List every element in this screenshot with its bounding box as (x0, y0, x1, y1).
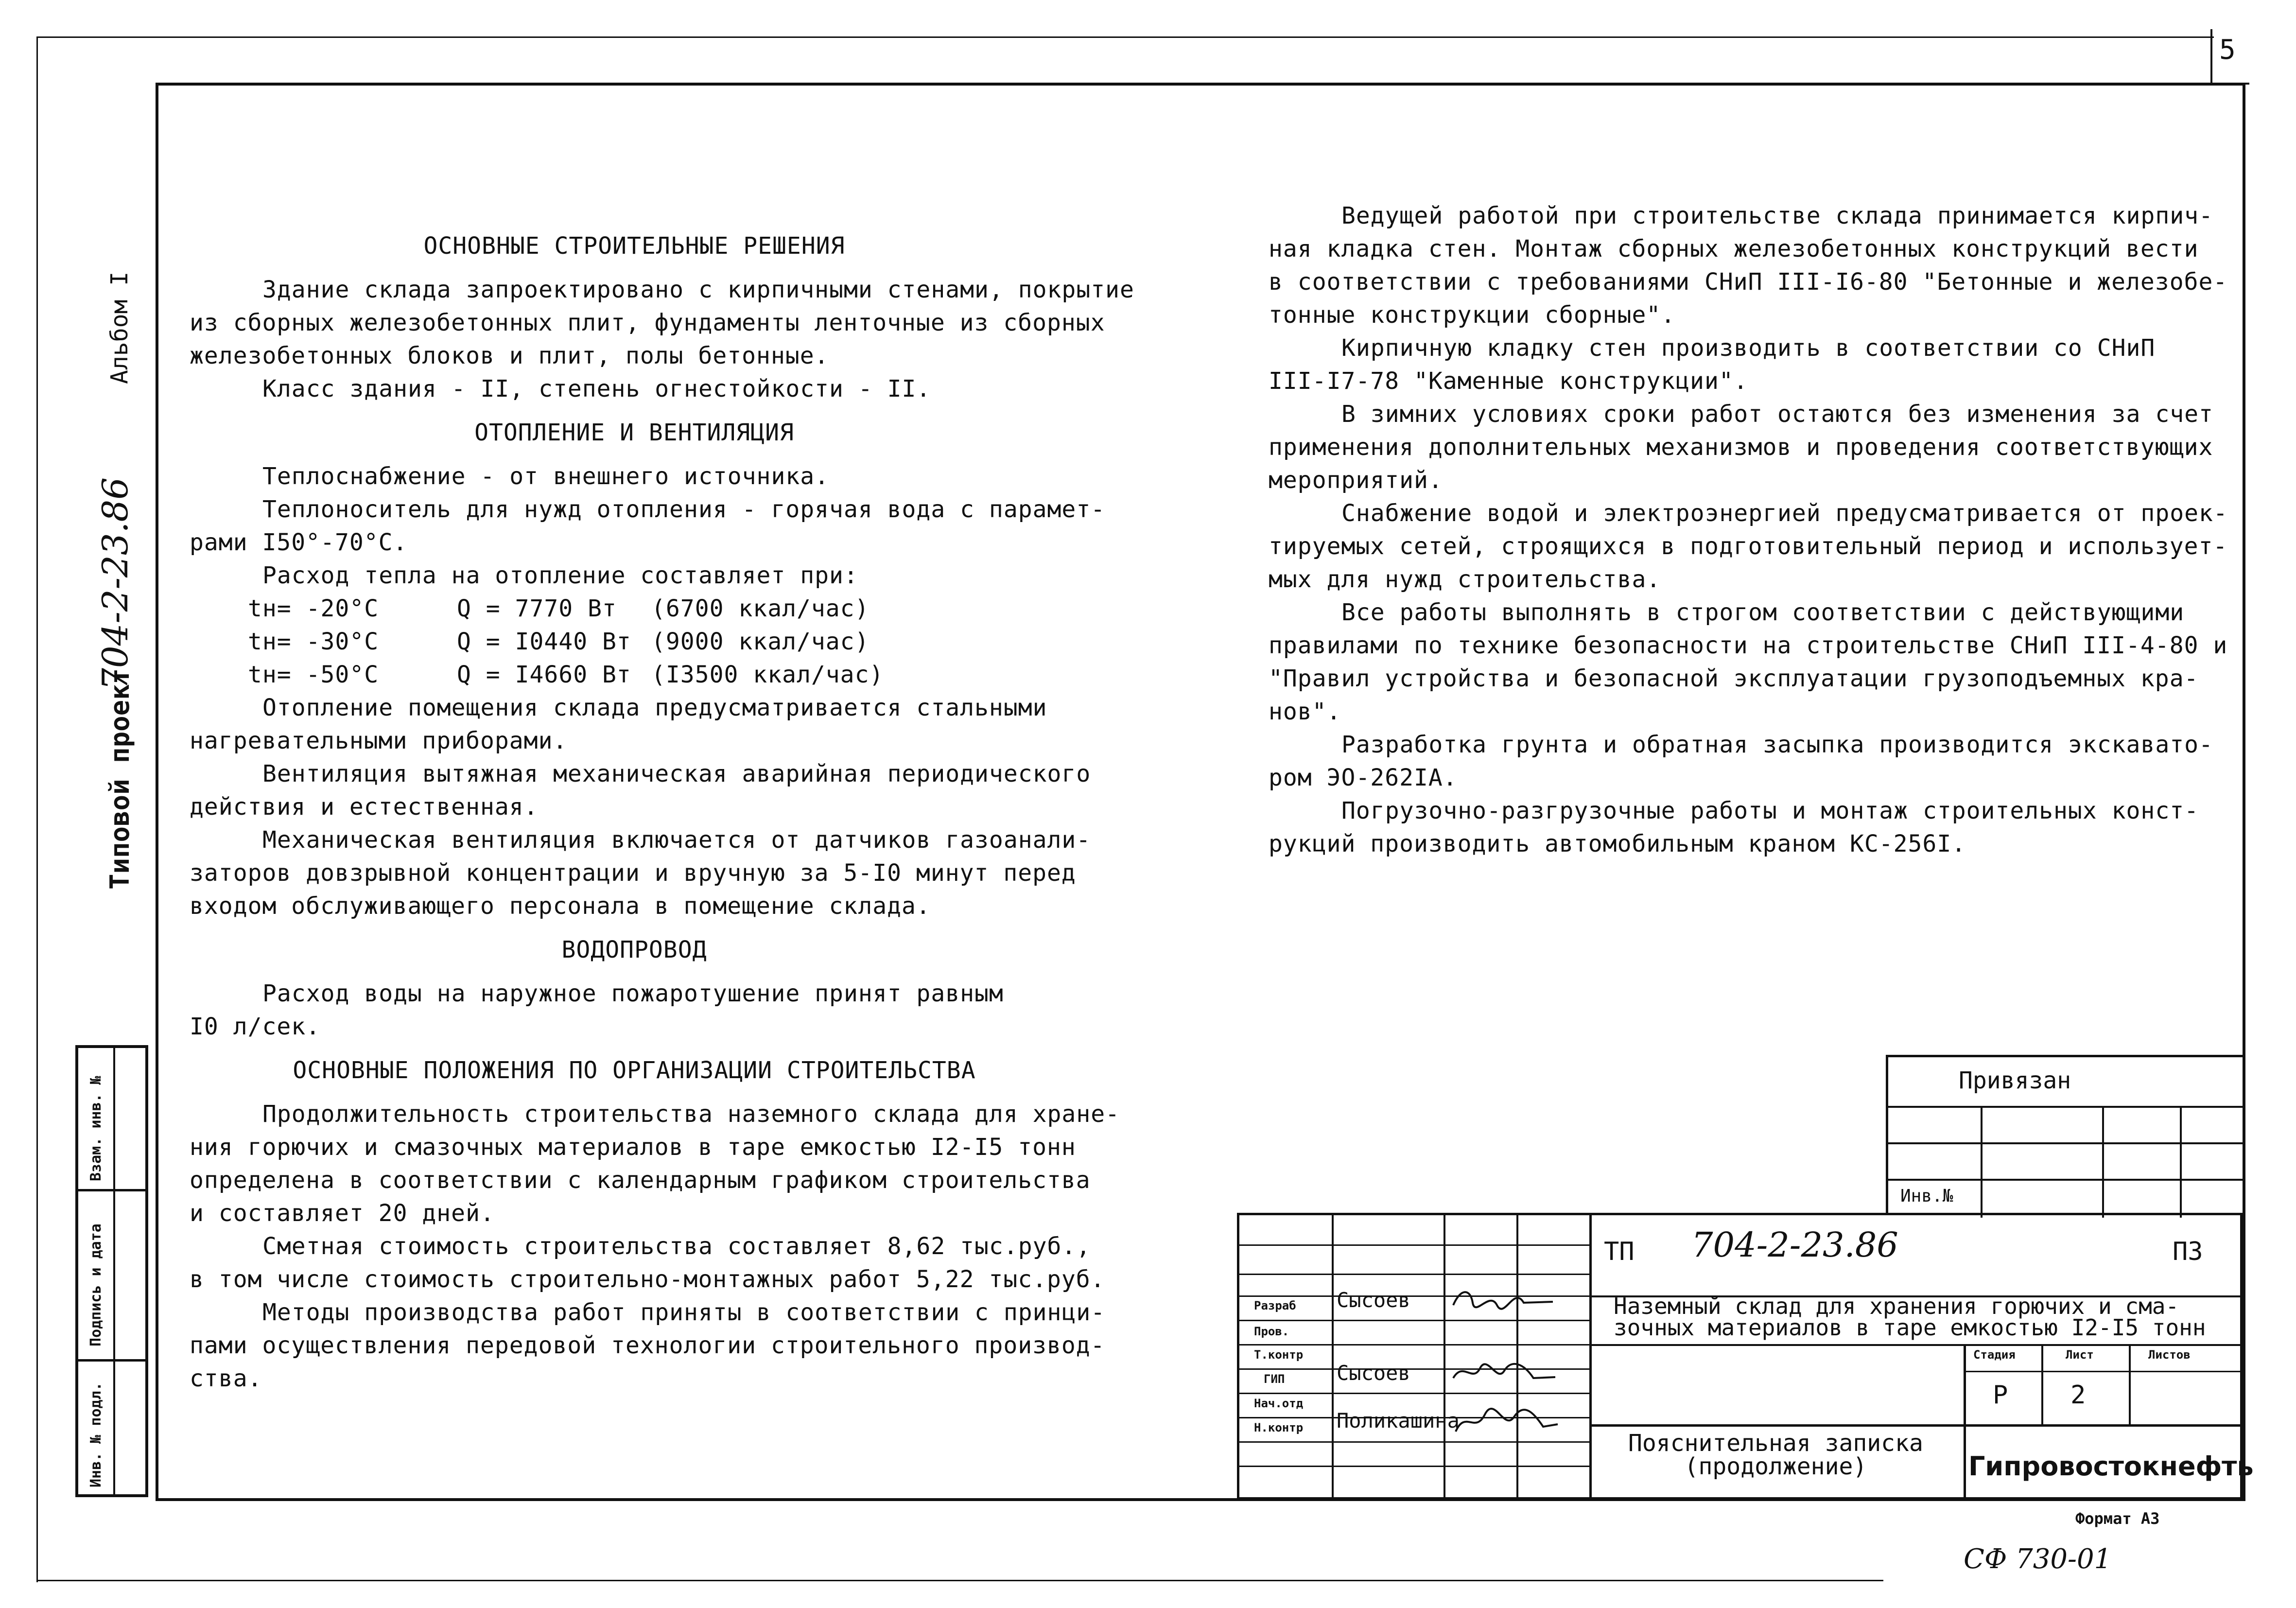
right_column-line: в соответствии с требованиями СНиП III-I6-80 "Бетонные и железобе- (1269, 268, 2228, 296)
right-column (1269, 199, 2228, 860)
left_column-line: входом обслуживающего персонала в помещение склада. (190, 892, 931, 920)
heat-formula-cell: tн= -20°С (248, 595, 379, 622)
left_column-line: Теплоснабжение - от внешнего источника. (262, 463, 830, 490)
heat-formula-cell: Q = I4660 Вт (457, 661, 631, 688)
stage-label: Стадия (1973, 1348, 2016, 1362)
tie-label: Привязан (1959, 1067, 2071, 1094)
sheets-label: Листов (2148, 1348, 2191, 1362)
doc-code: ПЗ (2173, 1237, 2203, 1266)
heat-formula-row (190, 658, 1079, 691)
left_column-heading: ВОДОПРОВОД (561, 936, 707, 963)
right_column-line: применения дополнительных механизмов и проведения соответствующих (1269, 434, 2213, 461)
heat-formula-cell: tн= -30°С (248, 628, 379, 655)
outer-frame-left (156, 83, 158, 1501)
right_column-line: тонные конструкции сборные". (1269, 301, 1676, 329)
right_column-line: Ведущей работой при строительстве склада принимается кирпич- (1341, 202, 2213, 229)
heat-formula-cell: Q = 7770 Вт (457, 595, 617, 622)
right_column-line: мых для нужд строительства. (1269, 566, 1661, 593)
left_column-line: I0 л/сек. (190, 1013, 321, 1040)
left_column-heading: ОСНОВНЫЕ СТРОИТЕЛЬНЫЕ РЕШЕНИЯ (423, 232, 845, 260)
album-label: Альбом I (106, 271, 133, 384)
name-chief-engineer: Сысоев (1337, 1361, 1410, 1385)
left_column-line: нагревательными приборами. (190, 727, 568, 754)
project-title-line-2: зочных материалов в таре емкостью I2-I5 тонн (1614, 1314, 2206, 1341)
heat-formula-cell: (9000 ккал/час) (651, 628, 870, 655)
left_column-line: из сборных железобетонных плит, фундаменты ленточные из сборных (190, 309, 1105, 336)
signature-chief-engineer (1451, 1359, 1563, 1388)
project-label: Типовой проект (104, 668, 135, 890)
side-box-replace-inv: Взам. инв. № (87, 1076, 104, 1181)
left_column-line: Расход тепла на отопление составляет при: (262, 562, 858, 589)
left_column-line: действия и естественная. (190, 793, 539, 821)
cut-line-bottom (36, 1580, 1883, 1581)
right_column-line: Разработка грунта и обратная засыпка производится экскавато- (1341, 731, 2213, 758)
page-number: 5 (2219, 34, 2236, 66)
cut-line-left (36, 36, 38, 1582)
sheet-label: Лист (2066, 1348, 2094, 1362)
right_column-line: рукций производить автомобильным краном КС-256I. (1269, 830, 1966, 857)
left_column-line: Класс здания - II, степень огнестойкости - II. (262, 375, 931, 402)
project-title-line-1: Наземный склад для хранения горючих и сма- (1614, 1293, 2179, 1319)
right_column-line: III-I7-78 "Каменные конструкции". (1269, 367, 1748, 395)
left_column-line: Расход воды на наружное пожаротушение принят равным (262, 980, 1004, 1007)
doc-title-line-1: Пояснительная записка (1628, 1430, 1923, 1457)
heat-formula-cell: tн= -50°С (248, 661, 379, 688)
heat-formula-cell: (6700 ккал/час) (651, 595, 870, 622)
right_column-line: правилами по технике безопасности на строительстве СНиП III-4-80 и (1269, 632, 2228, 659)
left_column-line: Методы производства работ приняты в соответствии с принци- (262, 1299, 1106, 1326)
archive-number: СФ 730-01 (1964, 1543, 2112, 1575)
left_column-line: Отопление помещения склада предусматривается стальными (262, 694, 1047, 721)
cut-line-top (36, 36, 2214, 38)
heat-formula-row (190, 625, 1079, 658)
format-label: Формат А3 (2075, 1509, 2160, 1528)
role-norm-control: Н.контр (1254, 1421, 1304, 1434)
left_column-line: Вентиляция вытяжная механическая аварийная периодического (262, 760, 1091, 787)
stage-value: Р (1993, 1381, 2008, 1410)
role-checked: Пров. (1254, 1325, 1289, 1338)
signature-norm-control (1451, 1405, 1563, 1439)
heat-formula-cell: Q = I0440 Вт (457, 628, 631, 655)
outer-frame-right (2243, 83, 2245, 1501)
left_column-line: рами I50°-70°С. (190, 529, 408, 556)
inv-label: Инв.№ (1900, 1186, 1953, 1206)
right_column-line: ром ЭО-262IА. (1269, 764, 1458, 791)
right_column-line: мероприятий. (1269, 467, 1443, 494)
role-developer: Разраб (1254, 1299, 1296, 1312)
name-norm-control: Поликашина (1337, 1409, 1460, 1433)
left_column-line: и составляет 20 дней. (190, 1200, 495, 1227)
right_column-line: ная кладка стен. Монтаж сборных железобетонных конструкций вести (1269, 235, 2199, 262)
left_column-heading: ОСНОВНЫЕ ПОЛОЖЕНИЯ ПО ОРГАНИЗАЦИИ СТРОИТЕЛЬСТВА (293, 1057, 976, 1084)
role-tech-control: Т.контр (1254, 1348, 1304, 1362)
left-column (190, 219, 1134, 1395)
left_column-line: Теплоноситель для нужд отопления - горячая вода с парамет- (262, 496, 1106, 523)
right_column-line: нов". (1269, 698, 1341, 725)
name-developer: Сысоев (1337, 1288, 1410, 1312)
left_column-line: заторов довзрывной концентрации и вручную за 5-I0 минут перед (190, 859, 1076, 887)
heat-formula-row (190, 592, 1079, 625)
project-code-stamp: 704-2-23.86 (1691, 1225, 1898, 1265)
left_column-line: Сметная стоимость строительства составляет 8,62 тыс.руб., (262, 1233, 1091, 1260)
doc-title-line-2: (продолжение) (1684, 1453, 1867, 1480)
left_column-line: в том числе стоимость строительно-монтажных работ 5,22 тыс.руб. (190, 1266, 1105, 1293)
side-boxes (75, 1045, 148, 1497)
organization: Гипровостокнефть (1968, 1451, 2254, 1482)
left_column-line: Здание склада запроектировано с кирпичными стенами, покрытие (262, 276, 1134, 303)
right_column-line: Кирпичную кладку стен производить в соответствии со СНиП (1341, 334, 2156, 362)
heat-formula-cell: (I3500 ккал/час) (651, 661, 884, 688)
right_column-line: "Правил устройства и безопасной эксплуатации грузоподъемных кра- (1269, 665, 2199, 692)
side-box-signature-date: Подпись и дата (87, 1223, 104, 1346)
left_column-line: пами осуществления передовой технологии строительного производ- (190, 1332, 1105, 1359)
role-department-head: Нач.отд (1254, 1397, 1304, 1410)
outer-frame-top (156, 83, 2245, 86)
left_column-line: железобетонных блоков и плит, полы бетонные. (190, 342, 829, 369)
sheet-value: 2 (2070, 1381, 2086, 1410)
left_column-line: Механическая вентиляция включается от датчиков газоанали- (262, 826, 1091, 854)
right_column-line: В зимних условиях сроки работ остаются без изменения за счет (1341, 401, 2213, 428)
right_column-line: Снабжение водой и электроэнергией предусматривается от проек- (1341, 500, 2228, 527)
left_column-line: ства. (190, 1365, 262, 1392)
left_column-line: Продолжительность строительства наземного склада для хране- (262, 1101, 1120, 1128)
doc-title (1628, 1432, 1923, 1478)
signature-developer (1451, 1283, 1563, 1312)
right_column-line: Погрузочно-разгрузочные работы и монтаж строительных конст- (1341, 797, 2199, 824)
project-code-handwritten: 704-2-23.86 (95, 477, 136, 690)
tp-label: ТП (1604, 1237, 1635, 1266)
left_column-heading: ОТОПЛЕНИЕ И ВЕНТИЛЯЦИЯ (474, 419, 794, 446)
project-title (1614, 1293, 2206, 1341)
side-box-inv-original: Инв. № подл. (87, 1382, 104, 1487)
left_column-line: определена в соответствии с календарным графиком строительства (190, 1167, 1091, 1194)
left_column-line: ния горючих и смазочных материалов в таре емкостью I2-I5 тонн (190, 1134, 1076, 1161)
right_column-line: Все работы выполнять в строгом соответствии с действующими (1341, 599, 2185, 626)
right_column-line: тируемых сетей, строящихся в подготовительный период и использует- (1269, 533, 2228, 560)
role-chief-engineer: ГИП (1264, 1372, 1285, 1386)
